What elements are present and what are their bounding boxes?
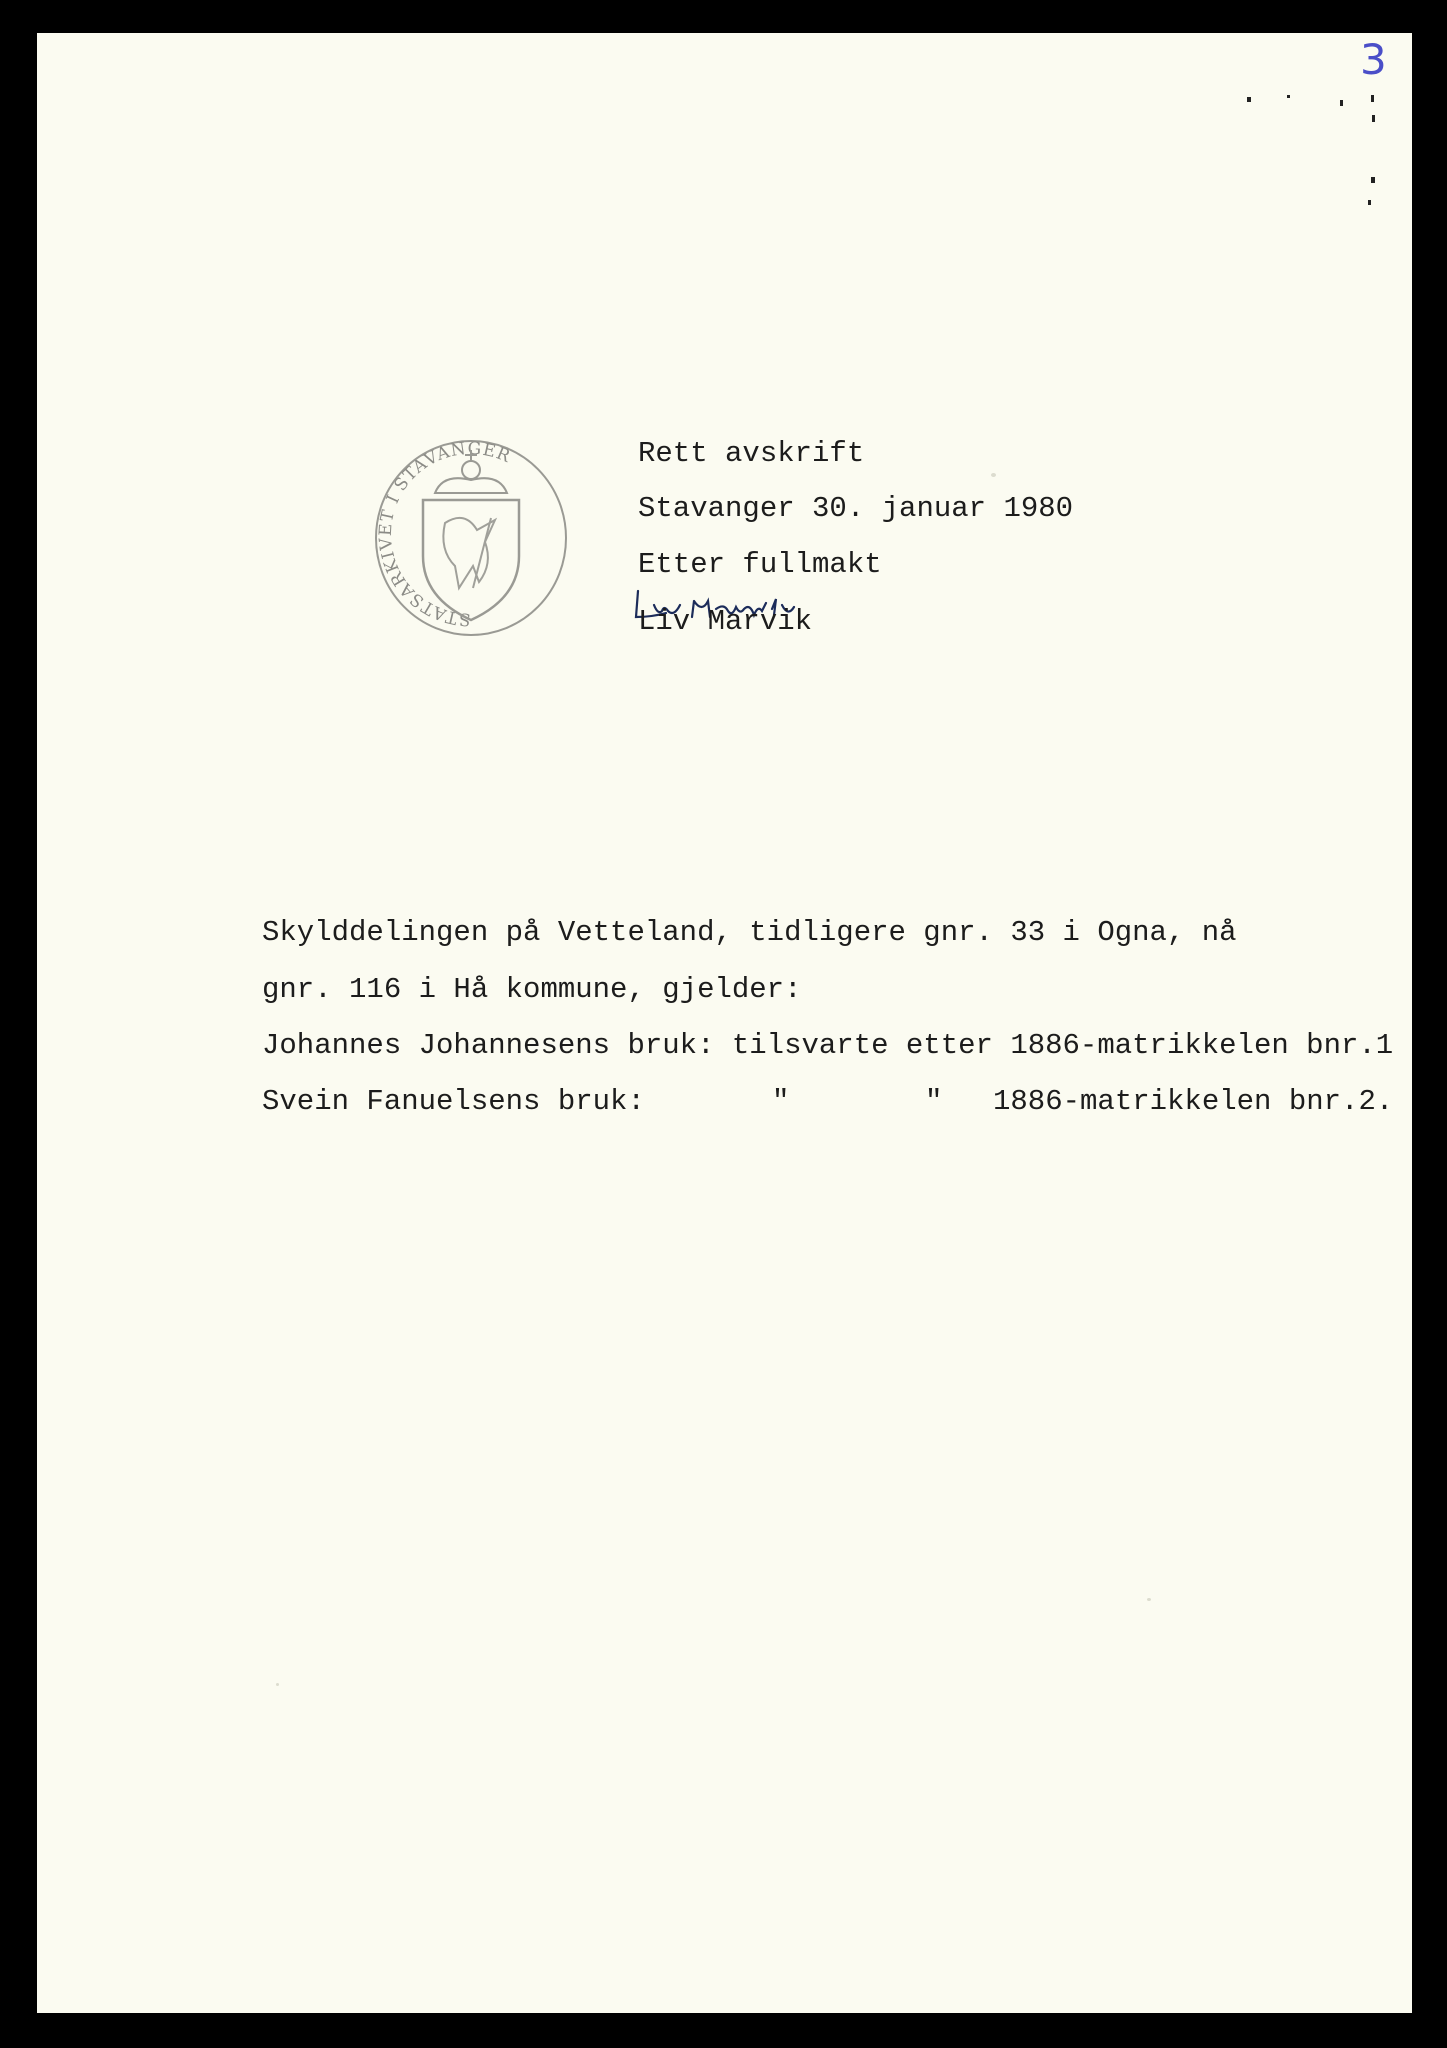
- paper-speck: [991, 473, 996, 477]
- body-line: gnr. 116 i Hå kommune, gjelder:: [262, 973, 802, 1006]
- body-line: Johannes Johannesens bruk: tilsvarte etter 1886-matrikkelen bnr.1: [262, 1029, 1394, 1062]
- paper-speck: [276, 1683, 279, 1686]
- margin-marks: [1247, 73, 1377, 223]
- attestation-line: Rett avskrift: [638, 437, 865, 470]
- archive-seal-stamp: [373, 438, 569, 638]
- document-page: [37, 33, 1412, 2013]
- attestation-authority: Etter fullmakt: [638, 548, 882, 581]
- seal-text: STATSARKIVET I STAVANGER: [375, 438, 514, 630]
- page-number: 3: [1360, 35, 1387, 84]
- ditto-mark: ": [772, 1085, 790, 1118]
- paper-speck: [1147, 1598, 1151, 1601]
- attestation-place-date: Stavanger 30. januar 1980: [638, 492, 1074, 525]
- ditto-mark: ": [925, 1085, 943, 1118]
- body-line-value: 1886-matrikkelen bnr.2.: [993, 1085, 1394, 1118]
- body-line: Skylddelingen på Vetteland, tidligere gnr. 33 i Ogna, nå: [262, 916, 1237, 949]
- body-line-label: Svein Fanuelsens bruk:: [262, 1085, 645, 1118]
- signatory-name: Liv Marvik: [638, 605, 813, 638]
